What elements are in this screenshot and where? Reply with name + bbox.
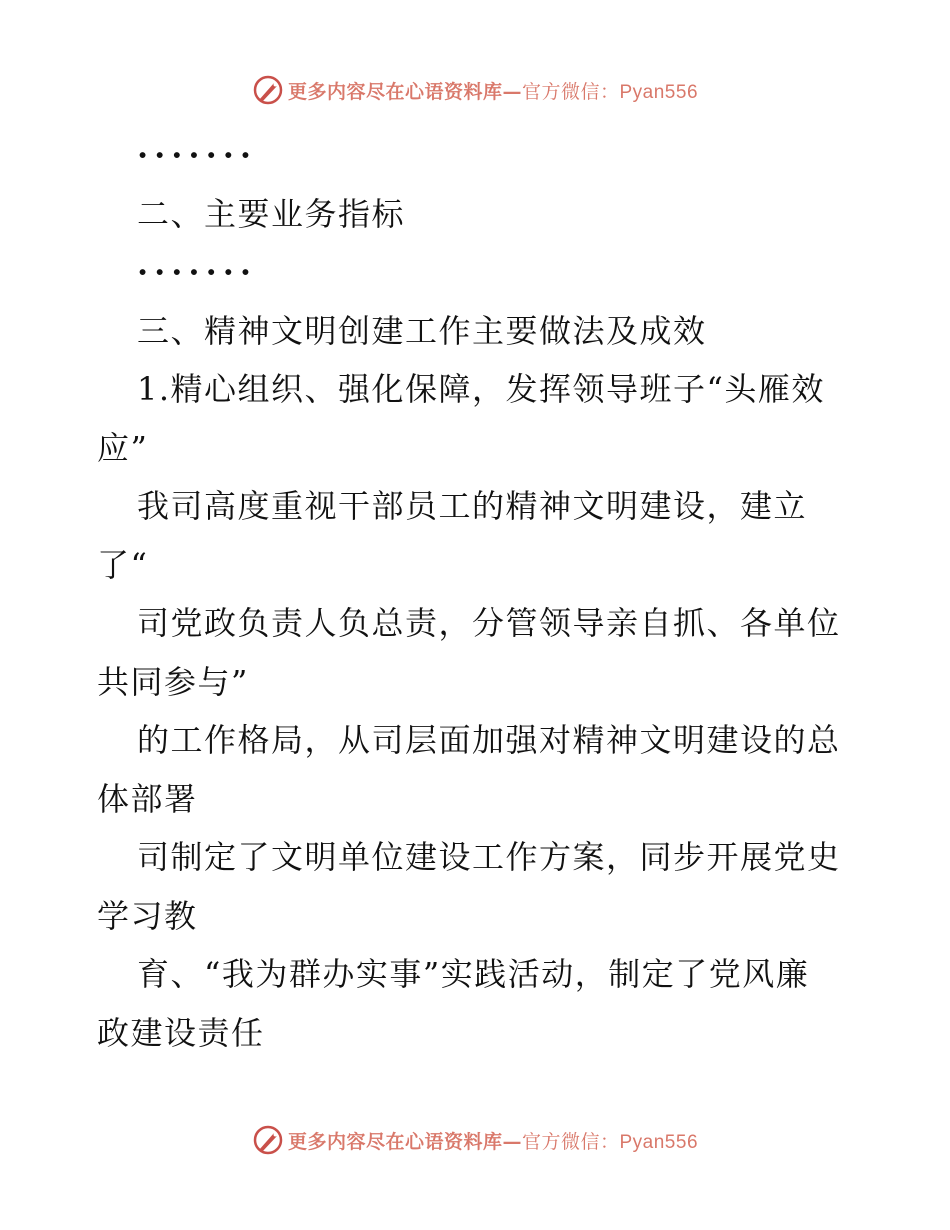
banner-text — [288, 1127, 698, 1154]
paragraph-line: 了“ — [97, 545, 149, 584]
ellipsis-line: ······· — [137, 136, 257, 174]
paragraph-line: 的工作格局，从司层面加强对精神文明建设的总 — [137, 721, 841, 759]
section-heading: 二、主要业务指标 — [137, 194, 406, 233]
ellipsis-line: ······· — [137, 253, 257, 291]
pen-logo-icon — [252, 74, 284, 106]
banner-wechat: 官方微信：Pyan556 — [522, 81, 699, 103]
banner-wechat: 官方微信：Pyan556 — [522, 1131, 699, 1153]
paragraph-line: 共同参与” — [97, 662, 249, 701]
paragraph-line: 政建设责任 — [97, 1013, 265, 1052]
banner-text — [288, 77, 698, 104]
section-heading: 三、精神文明创建工作主要做法及成效 — [137, 311, 707, 350]
header-banner — [0, 70, 950, 110]
paragraph-line: 体部署 — [97, 779, 198, 818]
document-body — [97, 126, 857, 1062]
pen-logo-icon — [252, 1124, 284, 1156]
paragraph-line: 学习教 — [97, 896, 198, 935]
footer-banner — [0, 1120, 950, 1160]
paragraph-line: 我司高度重视干部员工的精神文明建设，建立 — [137, 487, 808, 525]
paragraph-line: 司党政负责人负总责，分管领导亲自抓、各单位 — [137, 604, 841, 642]
banner-slogan: 更多内容尽在心语资料库— — [287, 1130, 522, 1153]
paragraph-line: 司制定了文明单位建设工作方案，同步开展党史 — [137, 838, 841, 876]
paragraph-line: 育、“我为群办实事”实践活动，制定了党风廉 — [137, 955, 810, 993]
banner-slogan: 更多内容尽在心语资料库— — [287, 80, 522, 103]
paragraph-line: 应” — [97, 428, 149, 467]
subsection-heading: 1.精心组织、强化保障，发挥领导班子“头雁效 — [137, 370, 825, 408]
